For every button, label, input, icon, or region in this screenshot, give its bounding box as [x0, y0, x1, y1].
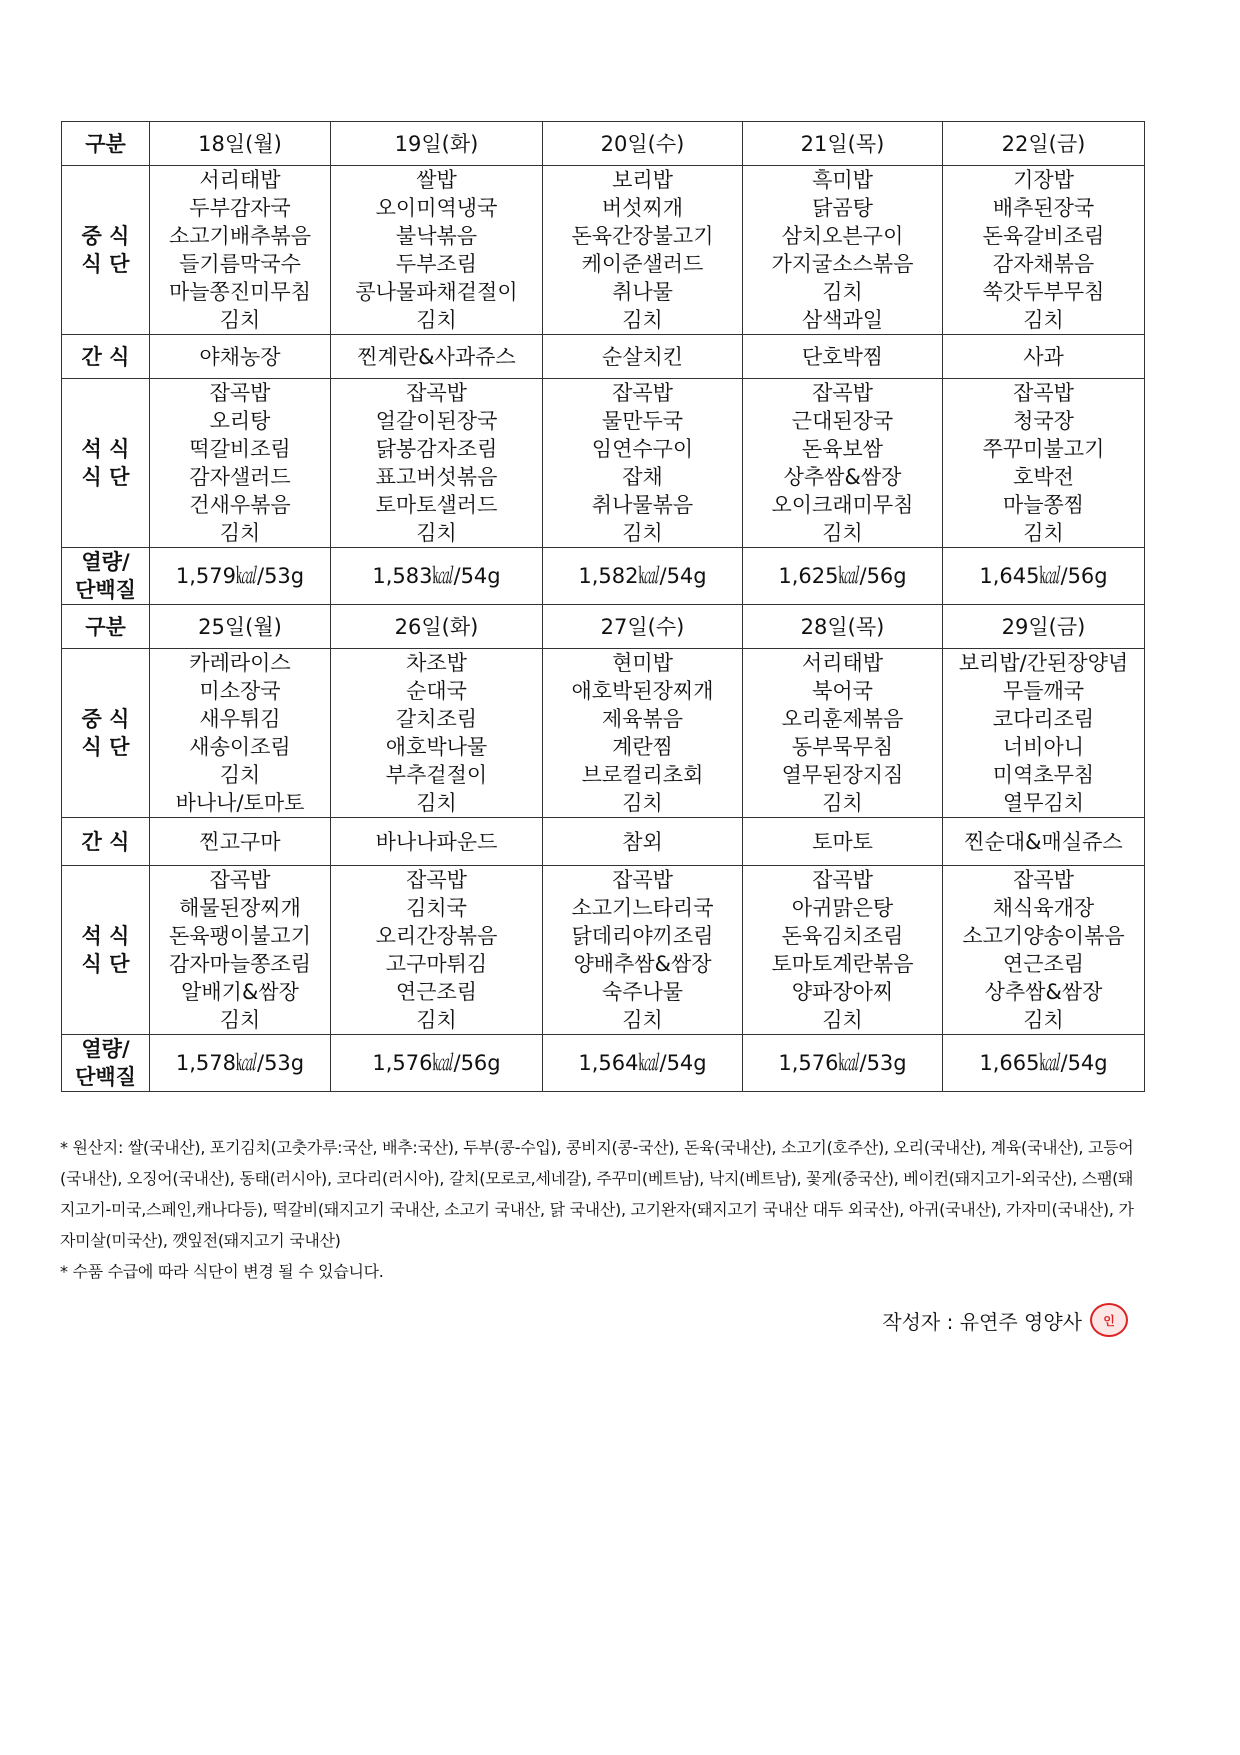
- menu-item: 건새우볶음: [189, 493, 291, 517]
- menu-item: 돈육팽이불고기: [168, 924, 311, 948]
- menu-item: 잡곡밥: [612, 868, 673, 892]
- menu-item: 소고기배추볶음: [168, 224, 311, 248]
- menu-item: 김치: [822, 521, 863, 545]
- menu-item: 들기름막국수: [179, 252, 301, 276]
- menu-item: 김치: [416, 308, 457, 332]
- menu-item: 잡곡밥: [1013, 868, 1074, 892]
- row-label-line: 석 식: [81, 924, 130, 948]
- row-label-line: 식 단: [81, 465, 130, 489]
- menu-item: 쑥갓두부무침: [982, 280, 1105, 304]
- menu-item: 잡채: [622, 465, 663, 489]
- row-label-line: 중 식: [81, 224, 130, 248]
- menu-item: 김치: [1023, 1008, 1064, 1032]
- row-label-line: 식 단: [81, 952, 130, 976]
- menu-item: 알배기&쌈장: [181, 980, 299, 1004]
- menu-item: 돈육갈비조림: [982, 224, 1105, 248]
- change-note: * 수품 수급에 따라 식단이 변경 될 수 있습니다.: [60, 1262, 384, 1281]
- lunch-menu-cell: [150, 166, 331, 335]
- author-line: [882, 1303, 1128, 1337]
- day-header: 26일(화): [331, 605, 543, 649]
- menu-item: 카레라이스: [189, 651, 291, 675]
- lunch-menu-cell: [743, 166, 943, 335]
- lunch-row: [62, 166, 1145, 335]
- day-header: 19일(화): [331, 122, 543, 166]
- menu-item: 잡곡밥: [612, 381, 673, 405]
- menu-item: 김치: [822, 280, 863, 304]
- menu-item: 북어국: [812, 679, 873, 703]
- menu-item: 숙주나물: [601, 980, 684, 1004]
- menu-item: 너비아니: [1002, 735, 1085, 759]
- menu-item: 소고기양송이볶음: [962, 924, 1125, 948]
- menu-item: 계란찜: [612, 735, 673, 759]
- menu-item: 쭈꾸미불고기: [982, 437, 1105, 461]
- calorie-cell: 1,665㎉/54g: [943, 1035, 1145, 1092]
- menu-item: 고구마튀김: [385, 952, 488, 976]
- menu-item: 브로컬리초회: [581, 763, 704, 787]
- menu-item: 가지굴소스볶음: [771, 252, 914, 276]
- menu-item: 물만두국: [601, 409, 684, 433]
- menu-item: 삼색과일: [801, 308, 884, 332]
- menu-item: 표고버섯볶음: [375, 465, 498, 489]
- menu-item: 상추쌈&쌈장: [984, 980, 1103, 1004]
- menu-item: 무들깨국: [1002, 679, 1085, 703]
- calorie-cell: 1,576㎉/56g: [331, 1035, 543, 1092]
- day-header: 21일(목): [743, 122, 943, 166]
- menu-item: 토마토샐러드: [375, 493, 498, 517]
- menu-item: 김치: [822, 1008, 863, 1032]
- dinner-menu-cell: [943, 379, 1145, 548]
- calorie-cell: 1,564㎉/54g: [543, 1035, 743, 1092]
- row-label-line: 식 단: [81, 252, 130, 276]
- menu-item: 새송이조림: [189, 735, 291, 759]
- menu-item: 닭봉감자조림: [375, 437, 498, 461]
- menu-item: 두부조림: [395, 252, 478, 276]
- menu-item: 감자마늘쫑조림: [168, 952, 311, 976]
- menu-item: 동부묵무침: [791, 735, 894, 759]
- menu-item: 두부감자국: [189, 196, 291, 220]
- menu-item: 근대된장국: [791, 409, 894, 433]
- menu-item: 오리간장볶음: [375, 924, 498, 948]
- menu-item: 취나물: [612, 280, 673, 304]
- calorie-cell: 1,645㎉/56g: [943, 548, 1145, 605]
- menu-item: 돈육김치조림: [781, 924, 904, 948]
- menu-item: 닭데리야끼조림: [571, 924, 714, 948]
- day-header: 27일(수): [543, 605, 743, 649]
- lunch-row: [62, 649, 1145, 818]
- menu-item: 닭곰탕: [812, 196, 873, 220]
- menu-item: 오리탕: [209, 409, 271, 433]
- menu-item: 마늘쫑진미무침: [168, 280, 311, 304]
- menu-item: 미소장국: [199, 679, 281, 703]
- menu-item: 삼치오븐구이: [781, 224, 904, 248]
- menu-table: [61, 121, 1145, 1092]
- calorie-label-line: 열량/: [81, 550, 130, 574]
- menu-item: 아귀맑은탕: [791, 896, 894, 920]
- dinner-menu-cell: [331, 866, 543, 1035]
- lunch-menu-cell: [943, 649, 1145, 818]
- lunch-menu-cell: [331, 649, 543, 818]
- calorie-cell: 1,582㎉/54g: [543, 548, 743, 605]
- calorie-label-line: 단백질: [75, 578, 136, 602]
- menu-item: 해물된장찌개: [179, 896, 301, 920]
- lunch-menu-cell: [543, 649, 743, 818]
- snack-cell: 사과: [943, 335, 1145, 379]
- menu-item: 김치: [822, 791, 863, 815]
- menu-item: 양파장아찌: [791, 980, 894, 1004]
- menu-item: 오이미역냉국: [375, 196, 498, 220]
- day-header-row: [62, 122, 1145, 166]
- menu-item: 소고기느타리국: [571, 896, 714, 920]
- calorie-row: [62, 548, 1145, 605]
- dinner-row: [62, 866, 1145, 1035]
- menu-item: 김치: [1023, 308, 1064, 332]
- menu-item: 김치: [416, 521, 457, 545]
- lunch-menu-cell: [743, 649, 943, 818]
- menu-item: 순대국: [406, 679, 467, 703]
- menu-item: 김치: [622, 521, 663, 545]
- dinner-menu-cell: [943, 866, 1145, 1035]
- menu-item: 차조밥: [406, 651, 467, 675]
- menu-item: 감자채볶음: [992, 252, 1095, 276]
- menu-item: 청국장: [1013, 409, 1074, 433]
- menu-item: 부추겉절이: [385, 763, 488, 787]
- menu-item: 김치: [622, 308, 663, 332]
- menu-item: 잡곡밥: [812, 868, 873, 892]
- menu-item: 채식육개장: [992, 896, 1095, 920]
- day-header: 18일(월): [150, 122, 331, 166]
- lunch-menu-cell: [943, 166, 1145, 335]
- menu-item: 쌀밥: [416, 168, 457, 192]
- lunch-menu-cell: [150, 649, 331, 818]
- menu-item: 오리훈제볶음: [781, 707, 904, 731]
- day-header: 22일(금): [943, 122, 1145, 166]
- snack-cell: 토마토: [743, 818, 943, 866]
- calorie-row: [62, 1035, 1145, 1092]
- menu-item: 열무김치: [1002, 791, 1085, 815]
- menu-item: 김치: [622, 1008, 663, 1032]
- dinner-menu-cell: [743, 866, 943, 1035]
- menu-item: 돈육간장불고기: [571, 224, 714, 248]
- menu-item: 토마토계란볶음: [771, 952, 914, 976]
- snack-cell: 찐순대&매실쥬스: [943, 818, 1145, 866]
- snack-label: 간 식: [62, 335, 150, 379]
- menu-item: 미역초무침: [992, 763, 1095, 787]
- day-header: 25일(월): [150, 605, 331, 649]
- menu-item: 김치: [622, 791, 663, 815]
- day-header: 20일(수): [543, 122, 743, 166]
- row-label-line: 중 식: [81, 707, 130, 731]
- dinner-label: [62, 379, 150, 548]
- calorie-label-line: 단백질: [75, 1065, 136, 1089]
- menu-item: 보리밥: [612, 168, 673, 192]
- menu-item: 잡곡밥: [406, 868, 467, 892]
- menu-item: 애호박된장찌개: [571, 679, 714, 703]
- menu-item: 애호박나물: [385, 735, 488, 759]
- menu-item: 잡곡밥: [812, 381, 873, 405]
- notes: [60, 1132, 1140, 1287]
- menu-item: 김치: [416, 1008, 457, 1032]
- menu-item: 케이준샐러드: [581, 252, 704, 276]
- dinner-menu-cell: [543, 379, 743, 548]
- header-label: 구분: [62, 605, 150, 649]
- menu-item: 상추쌈&쌈장: [783, 465, 902, 489]
- menu-item: 돈육보쌈: [801, 437, 884, 461]
- dinner-menu-cell: [743, 379, 943, 548]
- dinner-menu-cell: [150, 379, 331, 548]
- menu-item: 감자샐러드: [189, 465, 291, 489]
- row-label-line: 석 식: [81, 437, 130, 461]
- dinner-row: [62, 379, 1145, 548]
- origin-note: * 원산지: 쌀(국내산), 포기김치(고춧가루:국산, 배추:국산), 두부(콩-수입), 콩비지(콩-국산), 돈육(국내산), 소고기(호주산), 오리(국내산), 계육(국내산), 고등어(국내산), 오징어(국내산), 동태(러시아), 코다리(러시아), 갈치(모로코,세네갈), 주꾸미(베트남), 낙지(베트남), 꽃게(중국산), 베이컨(돼지고기-외국산), 스팸(돼지고기-미국,스페인,캐나다등), 떡갈비(돼지고기 국내산, 소고기 국내산, 닭 국내산), 고기완자(돼지고기 국내산 대두 외국산), 아귀(국내산), 가자미(국내산), 가자미살(미국산), 깻잎전(돼지고기 국내산): [60, 1138, 1134, 1250]
- menu-item: 잡곡밥: [209, 381, 271, 405]
- snack-cell: 야채농장: [150, 335, 331, 379]
- day-header-row: [62, 605, 1145, 649]
- menu-item: 흑미밥: [812, 168, 873, 192]
- menu-item: 취나물볶음: [591, 493, 694, 517]
- row-label-line: 식 단: [81, 735, 130, 759]
- menu-item: 배추된장국: [992, 196, 1095, 220]
- calorie-cell: 1,579㎉/53g: [150, 548, 331, 605]
- lunch-label: [62, 649, 150, 818]
- seal-stamp: 인: [1090, 1303, 1128, 1337]
- menu-item: 콩나물파채겉절이: [355, 280, 518, 304]
- snack-label: 간 식: [62, 818, 150, 866]
- lunch-label: [62, 166, 150, 335]
- snack-cell: 단호박찜: [743, 335, 943, 379]
- menu-item: 잡곡밥: [1013, 381, 1074, 405]
- dinner-menu-cell: [543, 866, 743, 1035]
- calorie-cell: 1,583㎉/54g: [331, 548, 543, 605]
- calorie-cell: 1,578㎉/53g: [150, 1035, 331, 1092]
- menu-item: 호박전: [1013, 465, 1074, 489]
- menu-item: 마늘쫑찜: [1002, 493, 1085, 517]
- menu-item: 연근조림: [395, 980, 478, 1004]
- calorie-label-line: 열량/: [81, 1037, 130, 1061]
- menu-item: 버섯찌개: [601, 196, 684, 220]
- menu-item: 김치: [219, 308, 261, 332]
- calorie-cell: 1,576㎉/53g: [743, 1035, 943, 1092]
- day-header: 28일(목): [743, 605, 943, 649]
- menu-item: 보리밥/간된장양념: [958, 651, 1129, 675]
- snack-cell: 바나나파운드: [331, 818, 543, 866]
- menu-item: 김치: [219, 763, 261, 787]
- snack-cell: 찐계란&사과쥬스: [331, 335, 543, 379]
- menu-item: 연근조림: [1002, 952, 1085, 976]
- menu-item: 바나나/토마토: [175, 791, 305, 815]
- menu-item: 얼갈이된장국: [375, 409, 498, 433]
- snack-row: [62, 818, 1145, 866]
- author-text: 작성자 : 유연주 영양사: [882, 1309, 1082, 1334]
- menu-item: 김치국: [406, 896, 467, 920]
- menu-item: 잡곡밥: [406, 381, 467, 405]
- menu-item: 잡곡밥: [209, 868, 271, 892]
- calorie-label: [62, 548, 150, 605]
- lunch-menu-cell: [543, 166, 743, 335]
- menu-item: 임연수구이: [591, 437, 694, 461]
- menu-item: 양배추쌈&쌈장: [573, 952, 712, 976]
- menu-item: 새우튀김: [199, 707, 281, 731]
- menu-item: 갈치조림: [395, 707, 478, 731]
- calorie-label: [62, 1035, 150, 1092]
- menu-item: 기장밥: [1013, 168, 1074, 192]
- dinner-label: [62, 866, 150, 1035]
- menu-item: 김치: [1023, 521, 1064, 545]
- menu-item: 열무된장지짐: [781, 763, 904, 787]
- dinner-menu-cell: [331, 379, 543, 548]
- day-header: 29일(금): [943, 605, 1145, 649]
- menu-item: 김치: [219, 521, 261, 545]
- menu-item: 김치: [416, 791, 457, 815]
- dinner-menu-cell: [150, 866, 331, 1035]
- menu-item: 제육볶음: [601, 707, 684, 731]
- snack-cell: 찐고구마: [150, 818, 331, 866]
- calorie-cell: 1,625㎉/56g: [743, 548, 943, 605]
- lunch-menu-cell: [331, 166, 543, 335]
- snack-row: [62, 335, 1145, 379]
- menu-item: 불낙볶음: [395, 224, 478, 248]
- menu-item: 현미밥: [612, 651, 673, 675]
- header-label: 구분: [62, 122, 150, 166]
- menu-item: 코다리조림: [992, 707, 1095, 731]
- menu-item: 김치: [219, 1008, 261, 1032]
- menu-item: 오이크래미무침: [771, 493, 914, 517]
- snack-cell: 순살치킨: [543, 335, 743, 379]
- snack-cell: 참외: [543, 818, 743, 866]
- menu-item: 떡갈비조림: [189, 437, 291, 461]
- menu-item: 서리태밥: [199, 168, 281, 192]
- menu-item: 서리태밥: [801, 651, 884, 675]
